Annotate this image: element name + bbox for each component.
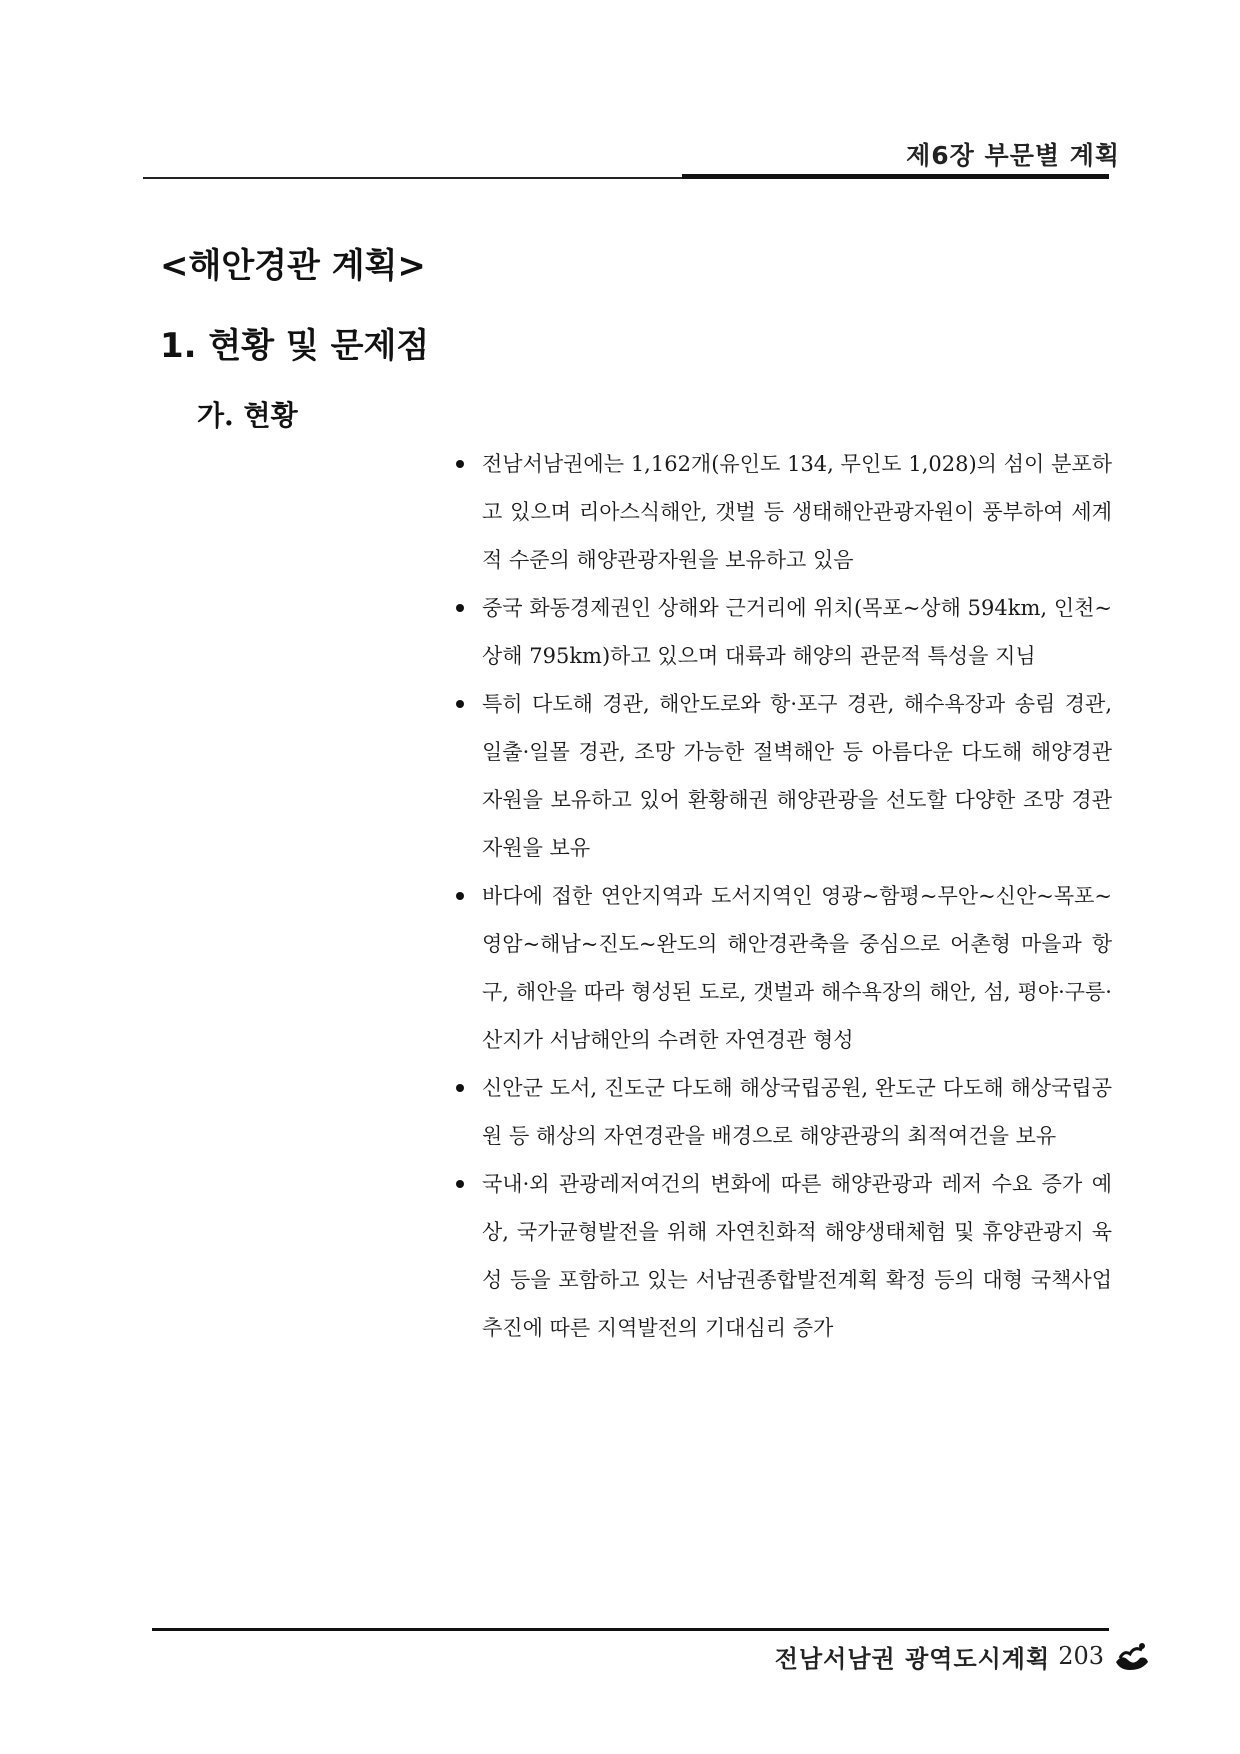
section-title: <해안경관 계획>: [160, 246, 426, 286]
list-item: [452, 440, 1112, 584]
list-item: [452, 584, 1112, 680]
list-item: [452, 872, 1112, 1064]
list-item-text: 국내·외 관광레저여건의 변화에 따른 해양관광과 레저 수요 증가 예상, 국가균형발전을 위해 자연친화적 해양생태체험 및 휴양관광지 육성 등을 포함하고 있는 서남권종합발전계획 확정 등의 대형 국책사업 추진에 따른 지역발전의 기대심리 증가: [482, 1172, 1112, 1340]
list-item: [452, 1160, 1112, 1352]
list-item-text: 신안군 도서, 진도군 다도해 해상국립공원, 완도군 다도해 해상국립공원 등 해상의 자연경관을 배경으로 해양관광의 최적여건을 보유: [482, 1076, 1112, 1148]
bullet-icon: [456, 700, 464, 708]
bullet-icon: [456, 892, 464, 900]
bullet-icon: [456, 1084, 464, 1092]
list-item: [452, 1064, 1112, 1160]
list-item-text: 특히 다도해 경관, 해안도로와 항·포구 경관, 해수욕장과 송림 경관, 일출·일몰 경관, 조망 가능한 절벽해안 등 아름다운 다도해 해양경관 자원을 보유하고 있어 환황해권 해양관광을 선도할 다양한 조망 경관자원을 보유: [482, 692, 1112, 860]
running-header: 제6장 부문별 계획: [906, 141, 1120, 170]
list-item: [452, 680, 1112, 872]
list-item-text: 중국 화동경제권인 상해와 근거리에 위치(목포~상해 594km, 인천~상해 795km)하고 있으며 대륙과 해양의 관문적 특성을 지님: [482, 596, 1112, 668]
footer-rule: [152, 1628, 1109, 1631]
list-item-text: 전남서남권에는 1,162개(유인도 134, 무인도 1,028)의 섬이 분포하고 있으며 리아스식해안, 갯벌 등 생태해안관광자원이 풍부하여 세계적 수준의 해양관광자원을 보유하고 있음: [482, 452, 1112, 572]
page-footer: [775, 1636, 1152, 1676]
bullet-icon: [456, 604, 464, 612]
chapter-title: 1. 현황 및 문제점: [160, 326, 430, 366]
page-number: 203: [1058, 1642, 1104, 1670]
bullet-icon: [456, 460, 464, 468]
bullet-list: [452, 440, 1112, 1352]
wave-logo-icon: [1112, 1636, 1152, 1676]
footer-plan-title: 전남서남권 광역도시계획: [774, 1644, 1051, 1673]
list-item-text: 바다에 접한 연안지역과 도서지역인 영광~함평~무안~신안~목포~영암~해남~진도~완도의 해안경관축을 중심으로 어촌형 마을과 항구, 해안을 따라 형성된 도로, 갯벌과 해수욕장의 해안, 섬, 평야·구릉·산지가 서남해안의 수려한 자연경관 형성: [482, 884, 1112, 1052]
header-rule-accent: [682, 174, 1109, 179]
subsection-title: 가. 현황: [197, 399, 298, 432]
bullet-icon: [456, 1180, 464, 1188]
